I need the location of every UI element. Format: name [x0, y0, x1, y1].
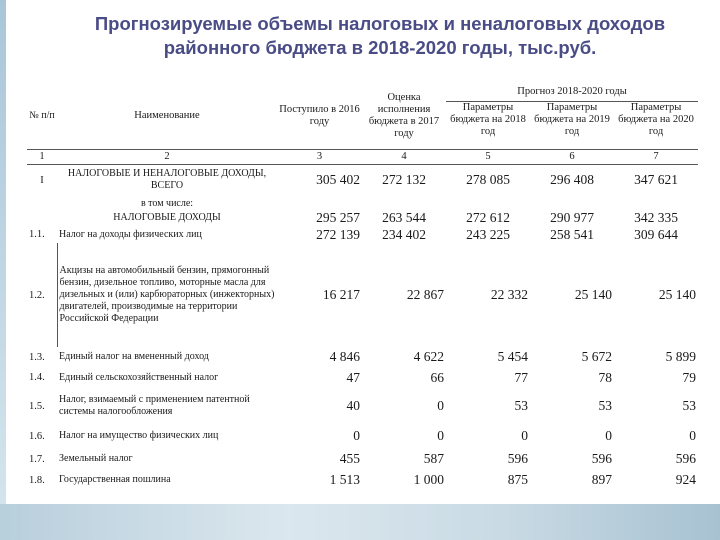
table-row-tax-income — [27, 210, 698, 226]
decorative-left-bar — [0, 0, 6, 540]
value-2017: 272 132 — [382, 172, 426, 188]
row-name: Единый сельскохозяйственный налог — [59, 371, 219, 383]
table-row — [27, 388, 698, 424]
header-forecast: Прогноз 2018-2020 годы — [446, 83, 698, 101]
table-row — [27, 243, 698, 347]
row-number: 1.8. — [29, 474, 45, 486]
value-2020: 79 — [682, 369, 697, 385]
table-row — [27, 367, 698, 388]
title-line-2: районного бюджета в 2018-2020 годы, тыс.руб. — [163, 37, 597, 58]
value-2020: 53 — [682, 398, 697, 413]
value-2019: 25 140 — [574, 287, 612, 302]
value-2019: 5 672 — [581, 349, 612, 364]
value-2017: 22 867 — [406, 287, 444, 302]
value-2016: 295 257 — [316, 210, 360, 225]
row-number: 1.7. — [29, 453, 45, 465]
row-name: Земельный налог — [59, 453, 133, 464]
value-2019: 0 — [605, 428, 612, 443]
header-row — [27, 83, 698, 101]
row-name: Акцизы на автомобильный бензин, прямогонный бензин, дизельное топливо, моторные масла для дизельных и (или) карбюраторных (инжекторных) двигателей, производимые на территории Российской Федерации — [57, 243, 277, 347]
value-2019: 296 408 — [550, 172, 594, 188]
col-number: 3 — [277, 149, 362, 164]
row-number: 1.6. — [29, 430, 45, 442]
col-number: 5 — [446, 149, 530, 164]
value-2017: 234 402 — [382, 226, 426, 242]
value-2020: 0 — [689, 428, 697, 443]
row-name: Налог на доходы физических лиц — [59, 228, 202, 240]
value-2017: 263 544 — [382, 210, 426, 225]
header-received: Поступило в 2016 году — [279, 103, 360, 127]
header-2020: Параметры бюджета на 2020 год — [618, 101, 694, 137]
revenue-table — [27, 83, 698, 490]
value-2018: 596 — [507, 451, 528, 466]
value-2018: 0 — [521, 428, 528, 443]
table-row — [27, 226, 698, 243]
value-2020: 342 335 — [634, 210, 678, 225]
row-name: Единый налог на вмененный доход — [59, 351, 209, 362]
header-2018: Параметры бюджета на 2018 год — [450, 101, 526, 137]
header-2019: Параметры бюджета на 2019 год — [534, 101, 610, 137]
row-number: I — [40, 174, 44, 186]
header-name: Наименование — [134, 109, 200, 121]
value-2019: 78 — [598, 369, 612, 385]
row-number: 1.1. — [29, 229, 45, 240]
table-row — [27, 470, 698, 490]
table-row-total — [27, 164, 698, 196]
col-number: 2 — [57, 149, 277, 164]
value-2020: 347 621 — [634, 172, 678, 188]
value-2019: 290 977 — [550, 210, 594, 225]
column-number-row — [27, 149, 698, 164]
including-row — [27, 196, 698, 210]
col-number: 7 — [614, 149, 698, 164]
title-line-1: Прогнозируемые объемы налоговых и неналоговых доходов — [94, 13, 666, 34]
value-2016: 1 513 — [329, 472, 360, 487]
value-2016: 305 402 — [316, 172, 360, 188]
table-row — [27, 347, 698, 367]
value-2019: 53 — [598, 398, 612, 413]
value-2017: 0 — [437, 428, 444, 443]
value-2018: 272 612 — [466, 210, 510, 225]
header-no: № п/п — [29, 109, 55, 121]
value-2017: 66 — [430, 369, 444, 385]
value-2020: 309 644 — [634, 226, 678, 242]
value-2016: 455 — [339, 451, 360, 466]
value-2019: 897 — [591, 472, 612, 487]
value-2018: 5 454 — [497, 349, 528, 364]
value-2018: 22 332 — [490, 287, 528, 302]
row-number: 1.4. — [29, 372, 45, 383]
value-2020: 596 — [675, 451, 697, 466]
col-number: 6 — [530, 149, 614, 164]
value-2016: 272 139 — [316, 226, 360, 242]
col-number: 1 — [27, 149, 57, 164]
including-label: в том числе: — [140, 197, 194, 209]
col-number: 4 — [362, 149, 446, 164]
page-title — [40, 12, 720, 60]
value-2017: 587 — [423, 451, 444, 466]
value-2020: 924 — [675, 472, 697, 487]
row-number: 1.3. — [29, 351, 45, 363]
row-name: НАЛОГОВЫЕ ДОХОДЫ — [113, 212, 221, 223]
value-2016: 40 — [346, 398, 360, 413]
value-2018: 77 — [514, 369, 528, 385]
value-2017: 1 000 — [413, 472, 444, 487]
value-2018: 243 225 — [466, 226, 510, 242]
row-name: НАЛОГОВЫЕ И НЕНАЛОГОВЫЕ ДОХОДЫ, ВСЕГО — [67, 168, 267, 192]
value-2020: 25 140 — [658, 287, 697, 302]
value-2016: 0 — [353, 428, 360, 443]
value-2020: 5 899 — [665, 349, 697, 364]
row-name: Налог на имущество физических лиц — [59, 430, 219, 441]
value-2016: 47 — [346, 369, 360, 385]
row-name: Налог, взимаемый с применением патентной системы налогообложения — [59, 394, 250, 417]
value-2018: 875 — [507, 472, 528, 487]
table-row — [27, 424, 698, 448]
row-number: 1.2. — [29, 289, 45, 301]
decorative-footer-band — [0, 504, 720, 540]
header-estimate: Оценка исполнения бюджета в 2017 году — [368, 91, 440, 139]
table-row — [27, 448, 698, 470]
value-2019: 596 — [591, 451, 612, 466]
value-2018: 278 085 — [466, 172, 510, 188]
value-2016: 4 846 — [329, 349, 360, 364]
row-number: 1.5. — [29, 400, 45, 412]
value-2017: 4 622 — [413, 349, 444, 364]
value-2019: 258 541 — [550, 226, 594, 242]
value-2017: 0 — [437, 398, 444, 413]
value-2018: 53 — [514, 398, 528, 413]
value-2016: 16 217 — [322, 287, 360, 302]
row-name: Государственная пошлина — [59, 474, 171, 485]
